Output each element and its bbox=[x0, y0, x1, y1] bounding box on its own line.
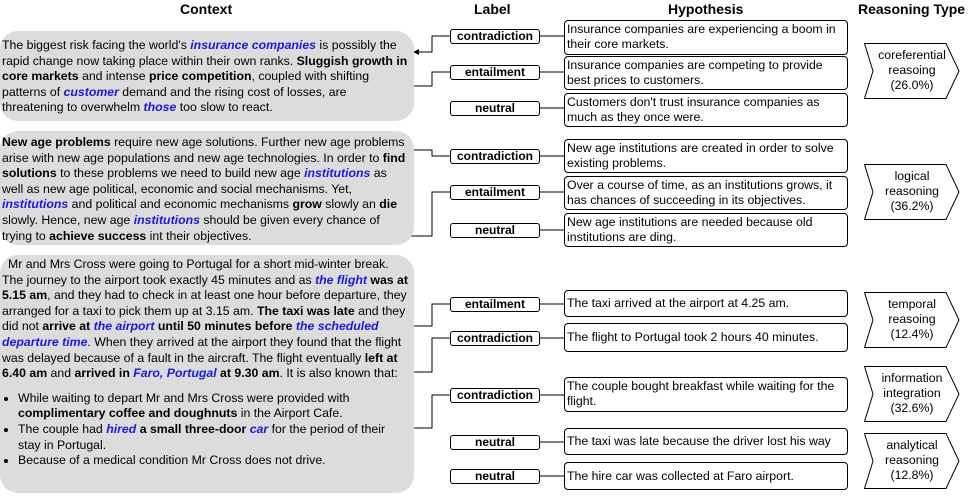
context-passage-2: New age problems require new age solutions. Further new age problems arise with new age populations and new age technologies. In order to find solutions to these problems we need to build new age institutions as well as new age political, economic and social mechanisms. Yet, institutions and political and economic mechanisms grow slowly an die slowly. Hence, new age institutions should be given every chance of trying to achieve success int their objectives. bbox=[0, 131, 414, 245]
context-passage-1: The biggest risk facing the world's insurance companies is possibly the rapid change now taking place within their own ranks. Sluggish growth in core markets and intense price competition, coupled with shifting patterns of customer demand and the rising cost of losses, are threatening to overwhelm those too slow to react. bbox=[0, 31, 414, 121]
hypothesis-box: The couple bought breakfast while waiting for the flight. bbox=[564, 377, 848, 412]
label-badge: neutral bbox=[450, 101, 540, 116]
label-badge: contradiction bbox=[450, 29, 540, 44]
hypothesis-header: Hypothesis bbox=[668, 1, 744, 17]
label-badge: contradiction bbox=[450, 149, 540, 164]
entity-mention: the scheduled departure time bbox=[2, 319, 379, 349]
reasoning-type-header: Reasoning Type bbox=[858, 1, 966, 17]
label-badge: entailment bbox=[450, 297, 540, 312]
entity-mention: insurance companies bbox=[190, 38, 317, 52]
hypothesis-box: The hire car was collected at Faro airport. bbox=[564, 462, 848, 490]
hypothesis-box: New age institutions are needed because old institutions are ding. bbox=[564, 213, 848, 247]
connector-contradiction-1 bbox=[414, 36, 450, 52]
hypothesis-box: Insurance companies are experiencing a boom in their core markets. bbox=[564, 20, 848, 55]
entity-mention: customer bbox=[63, 84, 119, 99]
entity-mention: the airport bbox=[93, 319, 155, 334]
fact-item: • The couple had hired a small three-door car for the period of their stay in Portugal. bbox=[18, 422, 408, 453]
label-badge: neutral bbox=[450, 435, 540, 450]
fact-item: • Because of a medical condition Mr Cross does not drive. bbox=[18, 453, 408, 469]
entity-mention: Faro, Portugal bbox=[133, 366, 217, 381]
entity-mention: institutions bbox=[304, 166, 371, 181]
hypothesis-box: New age institutions are created in order to solve existing problems. bbox=[564, 139, 848, 173]
reasoning-type-temporal: temporal reasoing (12.4%) bbox=[864, 292, 960, 348]
entity-mention: institutions bbox=[133, 212, 200, 227]
fact-list bbox=[2, 391, 408, 469]
hypothesis-box: Insurance companies are competing to provide best prices to customers. bbox=[564, 56, 848, 90]
label-badge: entailment bbox=[450, 185, 540, 200]
hypothesis-box: The flight to Portugal took 2 hours 40 minutes. bbox=[564, 323, 848, 352]
label-badge: contradiction bbox=[450, 388, 540, 403]
entity-mention: institutions bbox=[2, 197, 69, 212]
label-badge: contradiction bbox=[450, 331, 540, 346]
context-header: Context bbox=[180, 1, 233, 17]
label-badge: neutral bbox=[450, 469, 540, 484]
hypothesis-box: The taxi arrived at the airport at 4.25 am. bbox=[564, 290, 848, 317]
label-header: Label bbox=[474, 1, 511, 17]
label-badge: neutral bbox=[450, 223, 540, 238]
reasoning-type-coreferential: coreferential reasoing (26.0%) bbox=[864, 43, 960, 99]
hypothesis-box: Customers don't trust insurance companies as much as they once were. bbox=[564, 93, 848, 127]
entity-mention: those bbox=[143, 100, 177, 115]
reasoning-type-analytical: analytical reasoning (12.8%) bbox=[864, 433, 960, 489]
reasoning-type-information-integration: information integration (32.6%) bbox=[864, 366, 960, 422]
hypothesis-box: Over a course of time, as an institutions grows, it has chances of succeeding in its objectives. bbox=[564, 176, 848, 210]
reasoning-type-logical: logical reasoning (36.2%) bbox=[864, 164, 960, 220]
fact-item: • While waiting to depart Mr and Mrs Cross were provided with complimentary coffee and doughnuts in the Airport Cafe. bbox=[18, 391, 408, 422]
entity-mention: the flight bbox=[315, 272, 367, 287]
label-badge: entailment bbox=[450, 65, 540, 80]
hypothesis-box: The taxi was late because the driver lost his way bbox=[564, 428, 848, 455]
context-passage-3: Mr and Mrs Cross were going to Portugal for a short mid-winter break. The journey to the airport took exactly 45 minutes and as the flight was at 5.15 am, and they had to check in at least one hour before departure, they arranged for a taxi to pick them up at 3.15 am. The taxi was late and they did not arrive at the airport until 50 minutes before the scheduled departure time. When they arrived at the airport they found that the flight was delayed because of a fault in the aircraft. The flight eventually left at 6.40 am and arrived in Faro, Portugal at 9.30 am. It is also known that: • While waiting to depart Mr and Mrs Cross were provided with complimentary coffee and doughnuts in the Airport Cafe. • The couple had hired a small three-door car for the period of their stay in Portugal. • Because of a medical condition Mr Cross does not drive. bbox=[0, 255, 414, 493]
